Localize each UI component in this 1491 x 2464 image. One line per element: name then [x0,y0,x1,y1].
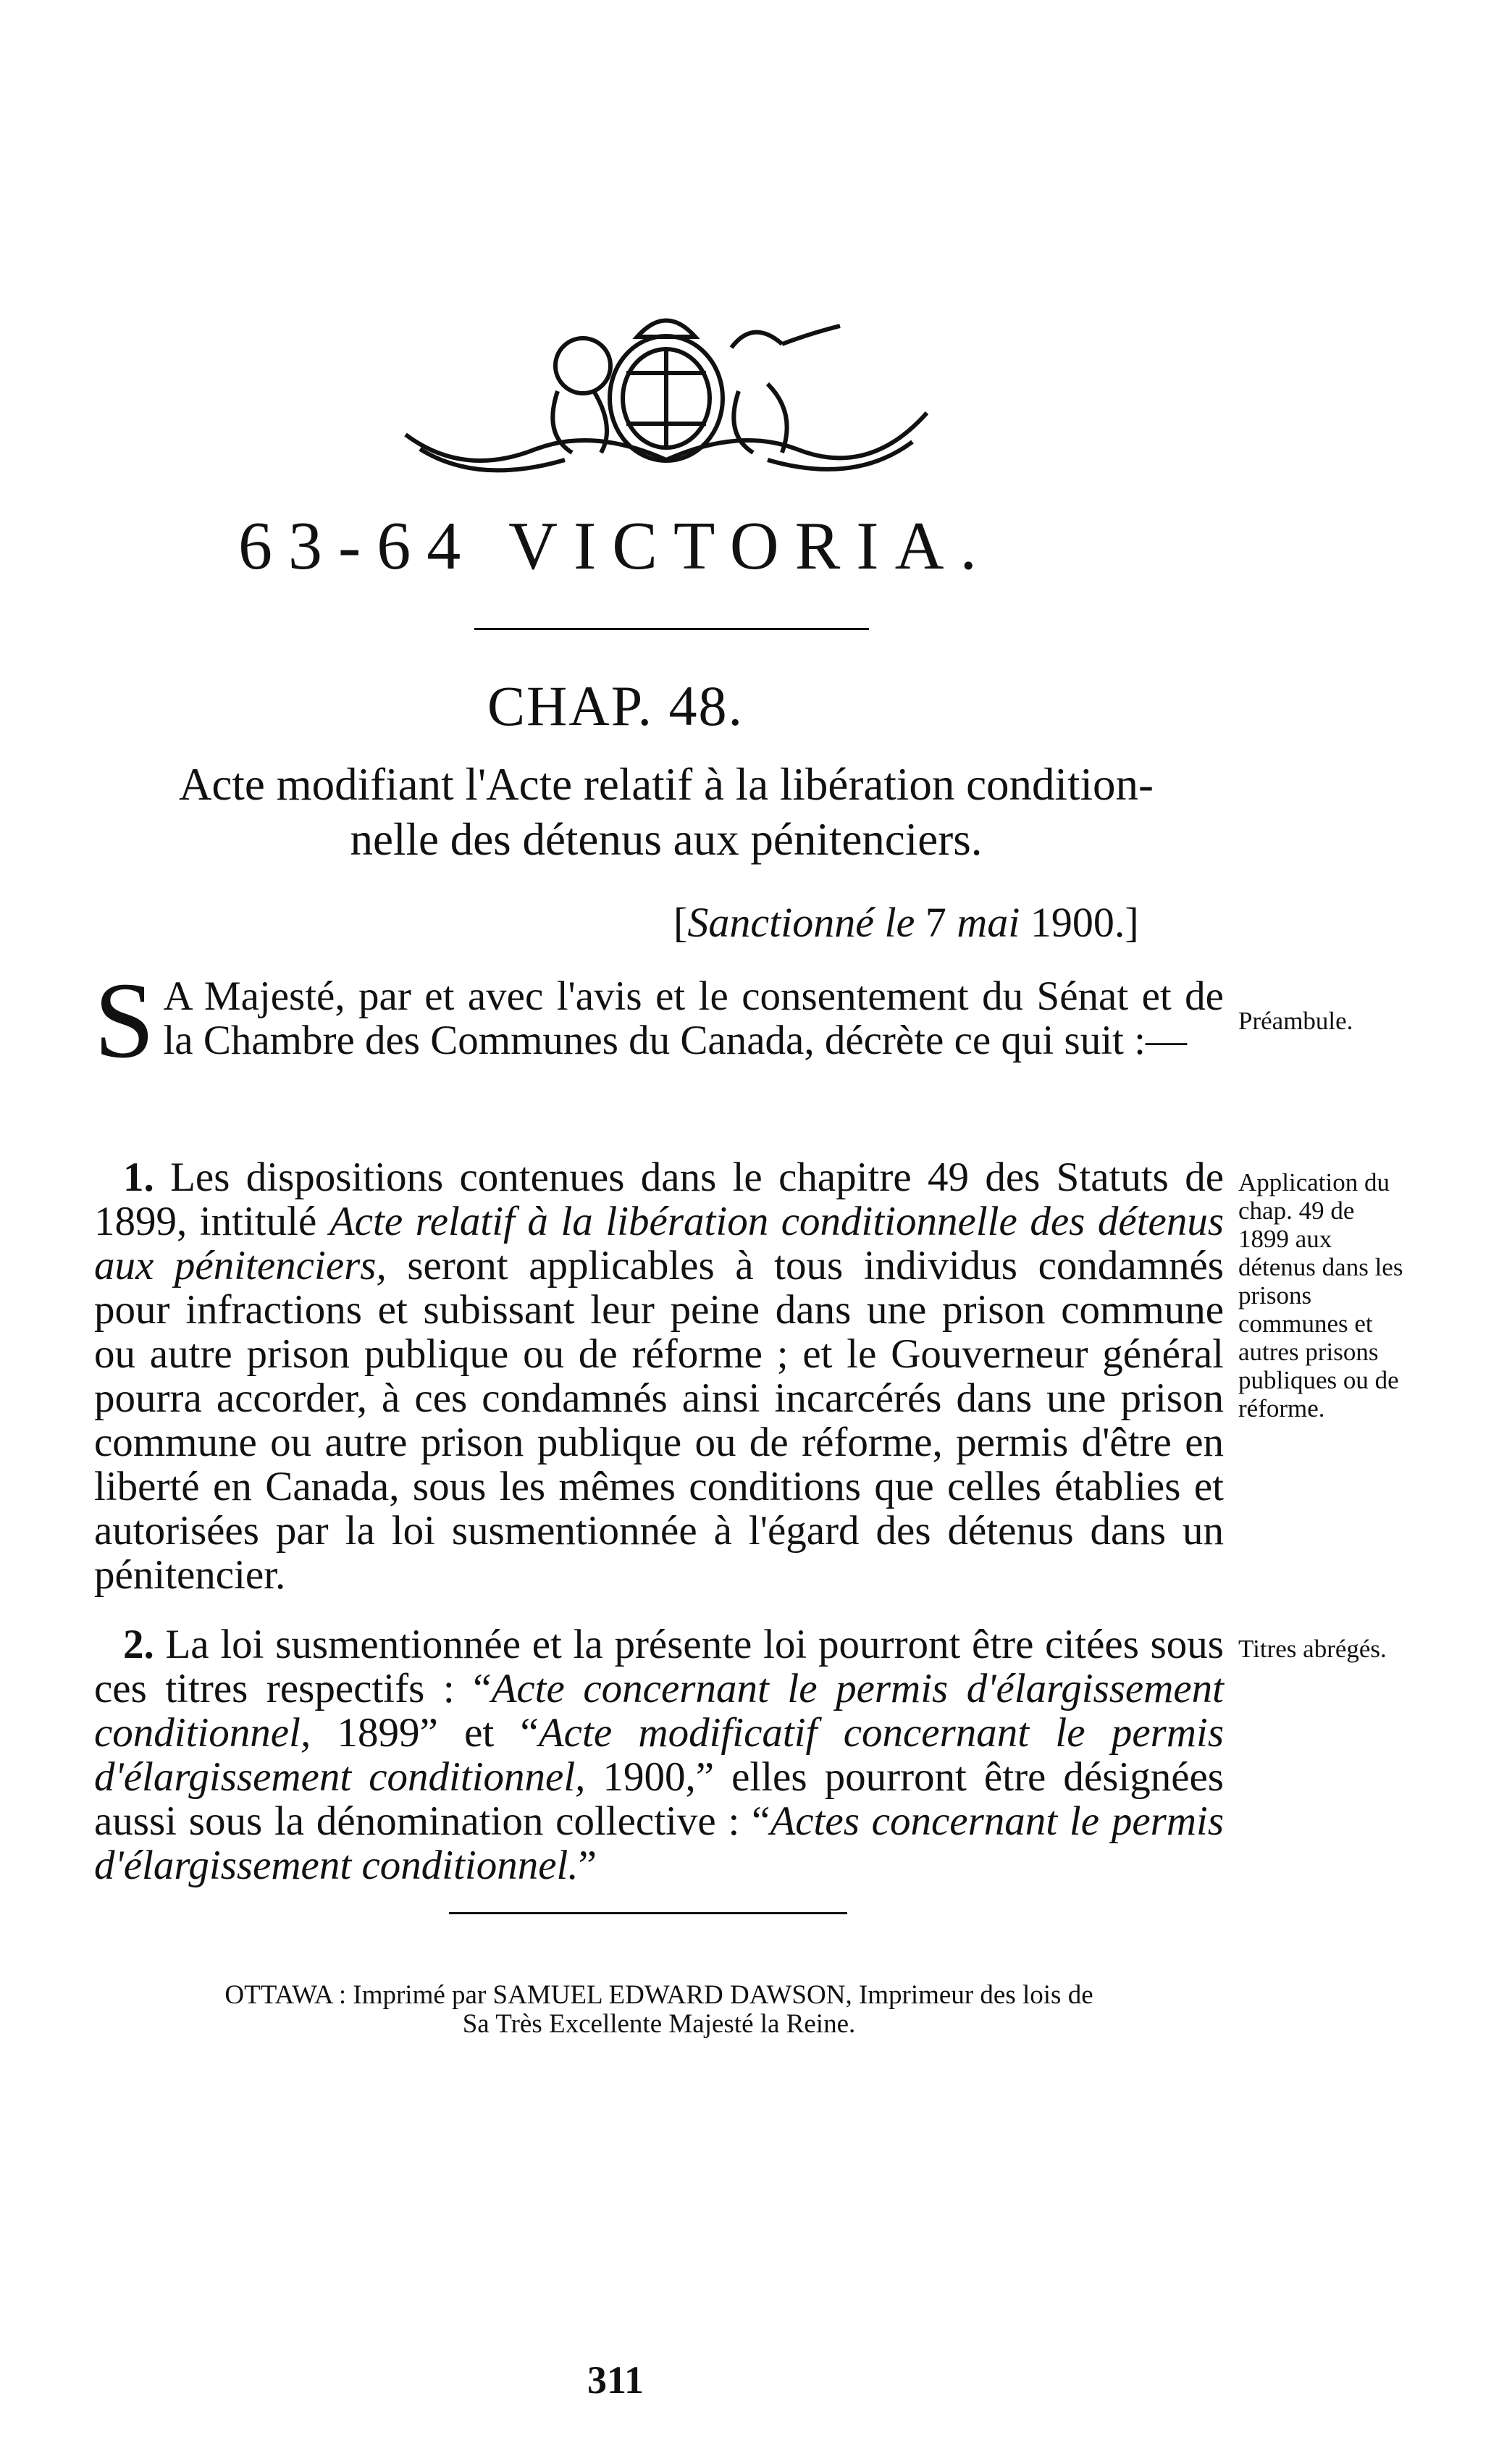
margin-note-preamble: Préambule. [1238,1007,1353,1035]
sanction-year: 1900. [1030,899,1125,946]
section-1-text-b: seront applicables à tous individus condamnés pour infractions et subissant leur peine dans une prison commune ou autre prison publique ou de réforme ; et le Gouverneur général pourra accorder, à ces condamnés ainsi incarcérés dans une prison commune ou autre prison publique ou de réforme, permis d'être en liberté en Canada, sous les mêmes conditions que celles établies et autorisées par la loi susmentionnée à l'égard des détenus dans un pénitencier. [94,1243,1224,1598]
section-1-italic-title: Acte relatif à la libération conditionnelle des détenus aux pénitenciers, [94,1199,1225,1288]
section-2-italic-a: Acte concernant le permis d'élargissement conditionnel, [94,1666,1224,1756]
section-2-italic-b: Acte modificatif concernant le permis d'élargissement conditionnel, [94,1710,1225,1800]
section-2-paragraph [94,1622,1224,1887]
section-1-text-a: Les dispositions contenues dans le chapitre 49 des Statuts de 1899, intitulé [94,1155,1225,1244]
section-2-text-b: 1899” et “ [337,1710,539,1756]
printer-imprint [94,1981,1224,2039]
chapter-heading: CHAP. 48. [487,674,744,737]
page-number: 311 [587,2358,644,2402]
footer-divider-rule [449,1912,847,1914]
royal-coat-of-arms-emblem [377,304,956,478]
section-2-text-c: 1900,” elles pourront être désignées aussi sous la dénomination collective : “ [94,1754,1224,1844]
section-1-paragraph [94,1155,1224,1597]
imprint-line2: Sa Très Excellente Majesté la Reine. [462,2009,856,2039]
section-2-number: 2. [123,1622,154,1667]
sanction-date: [Sanctionné le 7 mai 1900.] [673,899,1139,946]
sanction-month: mai [957,899,1020,946]
section-2-text-a: La loi susmentionnée et la présente loi pourront être citées sous ces titres respectifs : “ [94,1622,1224,1711]
act-title [94,757,1238,867]
sanction-day: 7 [925,899,946,946]
imprint-line1: OTTAWA : Imprimé par SAMUEL EDWARD DAWSON, Imprimeur des lois de [224,1980,1093,2010]
section-1-number: 1. [123,1155,154,1200]
preamble-text: A Majesté, par et avec l'avis et le consentement du Sénat et de la Chambre des Communes du Canada, décrète ce qui suit :— [163,973,1224,1063]
regnal-year-heading: 63-64 VICTORIA. [238,508,993,584]
drop-cap: S [94,960,155,1081]
act-title-line1: Acte modifiant l'Acte relatif à la libération condition- [178,759,1154,810]
divider-rule [474,628,869,630]
preamble-paragraph [94,960,1224,1081]
sanction-label: Sanctionné le [687,899,915,946]
section-2-italic-c: Actes concernant le permis d'élargissement conditionnel. [94,1798,1224,1888]
section-2-text-d: ” [578,1843,597,1888]
act-title-line2: nelle des détenus aux pénitenciers. [350,814,983,865]
margin-note-application: Application du chap. 49 de 1899 aux détenus dans les prisons communes et autres prisons publiques ou de réforme. [1238,1168,1403,1422]
margin-note-short-titles: Titres abrégés. [1238,1635,1387,1663]
